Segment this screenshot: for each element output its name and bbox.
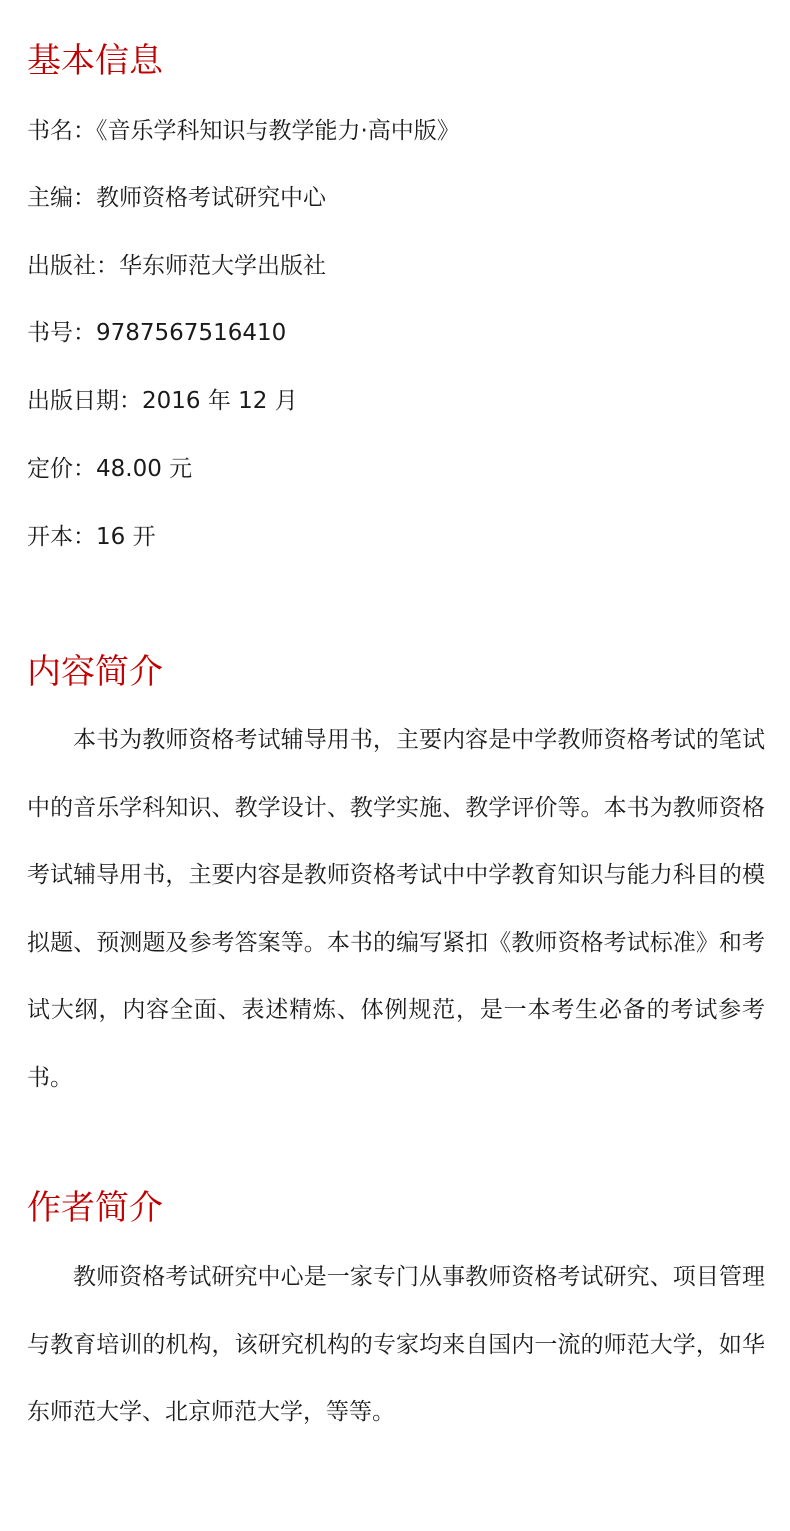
publish-date-line: 出版日期：2016 年 12 月	[27, 388, 298, 414]
author-intro-heading: 作者简介	[27, 1188, 163, 1228]
format-line: 开本：16 开	[27, 524, 156, 550]
content-intro-heading: 内容简介	[27, 652, 163, 692]
publisher-line: 出版社：华东师范大学出版社	[27, 253, 326, 279]
isbn-line: 书号：9787567516410	[27, 320, 287, 346]
content-intro-paragraph: 本书为教师资格考试辅导用书，主要内容是中学教师资格考试的笔试中的音乐学科知识、教学设计、教学实施、教学评价等。本书为教师资格考试辅导用书，主要内容是教师资格考试中中学教育知识与能力科目的模拟题、预测题及参考答案等。本书的编写紧扣《教师资格考试标准》和考试大纲，内容全面、表述精炼、体例规范，是一本考生必备的考试参考书。	[27, 727, 765, 1091]
book-title-line: 书名：《音乐学科知识与教学能力·高中版》	[27, 118, 460, 144]
price-line: 定价：48.00 元	[27, 456, 193, 482]
editor-line: 主编：教师资格考试研究中心	[27, 185, 326, 211]
author-intro-paragraph: 教师资格考试研究中心是一家专门从事教师资格考试研究、项目管理与教育培训的机构，该研究机构的专家均来自国内一流的师范大学，如华东师范大学、北京师范大学，等等。	[27, 1264, 765, 1425]
basic-info-heading: 基本信息	[27, 41, 163, 81]
